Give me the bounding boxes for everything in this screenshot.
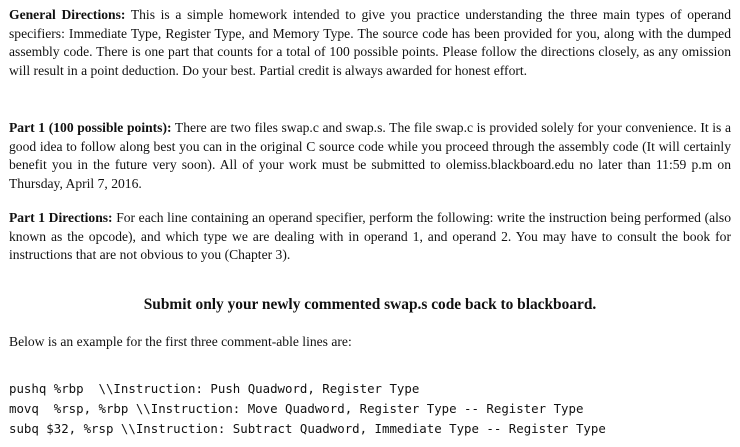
part1-directions-text: For each line containing an operand specifier, perform the following: write the instruction being performed (also known as the opcode), and which type we are dealing with in operand 1, and operand 2. You may have to consult the book for instructions that are not obvious to you (Chapter 3). [9, 210, 731, 263]
general-directions-text: This is a simple homework intended to give you practice understanding the three main types of operand specifiers: Immediate Type, Register Type, and Memory Type. The source code has been provided for you, along with the dumped assembly code. There is one part that counts for a total of 100 possible points. Please follow the directions closely, as any omission will result in a point deduction. Do your best. Partial credit is always awarded for honest effort. [9, 7, 731, 78]
part1-paragraph [9, 119, 731, 193]
code-line: subq $32, %rsp \\Instruction: Subtract Quadword, Immediate Type -- Register Type [9, 421, 606, 436]
part1-heading: Part 1 (100 possible points): [9, 120, 172, 135]
general-directions-heading: General Directions: [9, 7, 126, 22]
submit-instruction: Submit only your newly commented swap.s code back to blackboard. [143, 296, 597, 313]
code-example [9, 379, 731, 439]
code-line: pushq %rbp \\Instruction: Push Quadword, Register Type [9, 381, 420, 396]
example-intro: Below is an example for the first three comment-able lines are: [9, 334, 352, 349]
part1-directions-heading: Part 1 Directions: [9, 210, 113, 225]
code-line: movq %rsp, %rbp \\Instruction: Move Quadword, Register Type -- Register Type [9, 401, 584, 416]
part1-text: There are two files swap.c and swap.s. The file swap.c is provided solely for your convenience. It is a good idea to follow along best you can in the original C source code while you proceed through the assembly code (It will certainly benefit you in the future very soon). All of your work must be submitted to olemiss.blackboard.edu no later than 11:59 p.m on Thursday, April 7, 2016. [9, 120, 731, 191]
part1-directions-paragraph [9, 209, 731, 265]
general-directions-paragraph [9, 6, 731, 80]
